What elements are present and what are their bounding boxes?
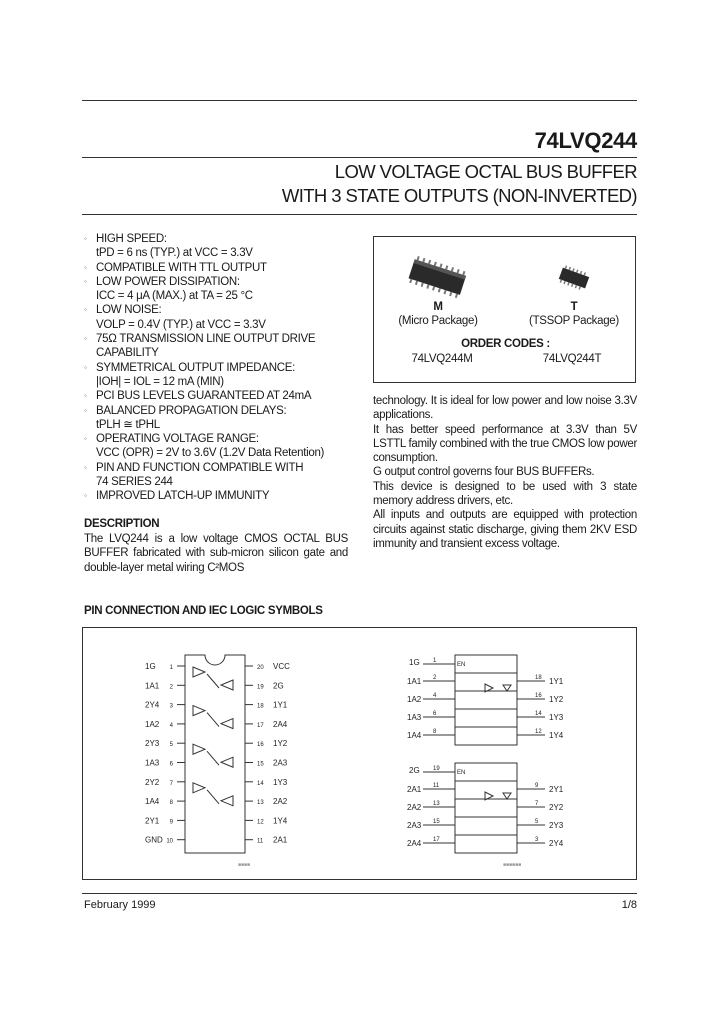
part-number: 74LVQ244: [534, 128, 637, 153]
bullet-icon: ◦: [84, 434, 87, 444]
dip-buffer-gate-1: [193, 744, 205, 754]
description-heading: DESCRIPTION: [84, 518, 160, 530]
dip-right-pin-label: 1Y4: [273, 816, 288, 826]
bullet-icon: ◦: [84, 462, 87, 472]
iec-input-label: 2A3: [407, 821, 422, 830]
dip-gate-wire: [207, 713, 219, 727]
feature-list: [84, 232, 364, 504]
iec-output-label: 2Y1: [549, 785, 564, 794]
iec-enable-label: 1G: [409, 658, 420, 667]
iec-output-label: 1Y2: [549, 695, 564, 704]
iec-top-block: [455, 655, 517, 745]
iec-bottom-labels: [407, 766, 564, 848]
iec-input-pin-number: 17: [433, 837, 440, 843]
footer-date: February 1999: [84, 899, 156, 911]
dip-left-pin-number: 10: [166, 838, 173, 845]
pin-diagram-box: [82, 627, 637, 880]
iec-input-label: 1A1: [407, 677, 422, 686]
feature-item: ◦ PIN AND FUNCTION COMPATIBLE WITH 74 SERIES 244: [84, 461, 364, 490]
iec-output-pin-number: 18: [535, 675, 542, 681]
dip-left-pins: [145, 662, 185, 845]
dip-left-pin-number: 2: [169, 684, 173, 691]
dip-left-pin-number: 7: [169, 780, 173, 787]
dip-left-pin-label: 1A1: [145, 681, 160, 691]
dip-left-pin-label: GND: [145, 835, 163, 845]
title-bottom-rule: [82, 214, 637, 215]
dip-right-pin-number: 16: [257, 742, 264, 749]
iec-input-label: 1A2: [407, 695, 422, 704]
iec-input-label: 1A3: [407, 713, 422, 722]
feature-item: ◦ COMPATIBLE WITH TTL OUTPUT: [84, 261, 267, 274]
dip-buffer-gate-2: [221, 757, 233, 767]
dip-right-pin-label: 1Y1: [273, 700, 288, 710]
iec-bottom-tristate-symbol: [503, 793, 511, 799]
iec-output-label: 2Y2: [549, 803, 564, 812]
tssop-order-code: 74LVQ244T: [542, 353, 602, 365]
dip-right-pin-label: 2A1: [273, 835, 288, 845]
diagram-code-right: ■■■■■■: [503, 862, 522, 868]
dip-right-pin-label: 2A2: [273, 797, 288, 807]
feature-sub: VCC (OPR) = 2V to 3.6V (1.2V Data Retention): [96, 447, 325, 460]
bullet-icon: ◦: [84, 391, 87, 401]
top-rule: [82, 100, 637, 101]
iec-output-pin-number: 12: [535, 729, 542, 735]
dip-left-pin-label: 1G: [145, 662, 156, 671]
package-box: [373, 236, 636, 383]
description-right-p1: technology. It is ideal for low power and low noise 3.3V applications.: [373, 395, 637, 422]
dip-right-pin-number: 19: [257, 684, 264, 691]
dip-right-pin-label: 2A3: [273, 758, 288, 768]
dip-left-pin-number: 1: [169, 665, 173, 671]
dip-left-pin-label: 2Y1: [145, 816, 160, 826]
dip-left-pin-number: 3: [169, 703, 173, 710]
iec-output-label: 1Y4: [549, 731, 564, 740]
dip-buffer-gate-2: [221, 796, 233, 806]
dip-left-pin-number: 5: [169, 742, 173, 749]
dip-right-pin-label: 2G: [273, 681, 284, 691]
dip-gate-wire: [207, 674, 219, 688]
iec-input-pin-number: 8: [433, 729, 437, 735]
bullet-icon: ◦: [84, 234, 87, 243]
dip-gate-wire: [207, 790, 219, 804]
feature-sub: 74 SERIES 244: [96, 476, 173, 489]
footer-rule: [82, 893, 637, 894]
feature-sub: |IOH| = IOL = 12 mA (MIN): [96, 375, 224, 388]
footer-page-number: 1/8: [621, 899, 637, 911]
title-rule: [82, 157, 637, 158]
dip-left-pin-label: 2Y3: [145, 739, 160, 749]
iec-bottom-block: [455, 763, 517, 853]
pin-diagram-svg: [83, 628, 636, 879]
feature-item: ◦ HIGH SPEED: tPD = 6 ns (TYP.) at VCC = 3.3V: [84, 232, 364, 261]
iec-enable-label: 2G: [409, 766, 420, 775]
feature-sub: CAPABILITY: [96, 347, 159, 360]
order-codes-heading: ORDER CODES :: [461, 338, 550, 350]
iec-input-pin-number: 15: [433, 819, 440, 825]
iec-output-label: 2Y3: [549, 821, 564, 830]
feature-item: ◦ OPERATING VOLTAGE RANGE: VCC (OPR) = 2V to 3.6V (1.2V Data Retention): [84, 432, 364, 461]
iec-input-label: 2A2: [407, 803, 422, 812]
iec-input-pin-number: 2: [433, 675, 437, 681]
micro-order-code: 74LVQ244M: [411, 353, 473, 365]
iec-enable-pin-number: 1: [433, 658, 437, 664]
iec-input-label: 2A4: [407, 839, 422, 848]
feature-sub: tPD = 6 ns (TYP.) at VCC = 3.3V: [96, 247, 253, 260]
description-right-p4: This device is designed to be used with 3 state memory address drivers, etc.: [373, 480, 637, 508]
bullet-icon: ◦: [84, 362, 87, 372]
dip-right-pin-label: 1Y2: [273, 739, 288, 749]
pin-connection-heading: PIN CONNECTION AND IEC LOGIC SYMBOLS: [84, 605, 323, 617]
description-right-p5: All inputs and outputs are equipped with protection circuits against static discharge, giving them 2KV ESD immunity and transient excess voltage.: [373, 509, 637, 550]
iec-output-pin-number: 16: [535, 693, 542, 699]
dip-left-pin-label: 1A2: [145, 719, 160, 729]
tssop-package-letter: T: [570, 301, 578, 313]
feature-item: ◦ SYMMETRICAL OUTPUT IMPEDANCE: |IOH| = IOL = 12 mA (MIN): [84, 361, 364, 390]
dip-right-pin-number: 18: [257, 703, 264, 710]
micro-package-chip-icon: [402, 255, 472, 301]
iec-output-pin-number: 14: [535, 711, 542, 717]
micro-package-name: (Micro Package): [398, 315, 478, 327]
bullet-icon: ◦: [84, 491, 87, 501]
dip-right-pin-number: 15: [257, 761, 264, 768]
dip-buffer-gate-2: [221, 680, 233, 690]
dip-left-pin-number: 8: [169, 800, 173, 807]
iec-output-label: 1Y1: [549, 677, 564, 686]
title-line-2: WITH 3 STATE OUTPUTS (NON-INVERTED): [281, 185, 637, 206]
iec-input-pin-number: 6: [433, 711, 437, 717]
micro-package-letter: M: [433, 301, 443, 313]
dip-right-pin-number: 11: [257, 838, 264, 845]
iec-en-label: EN: [457, 770, 466, 776]
feature-item: ◦ LOW NOISE: VOLP = 0.4V (TYP.) at VCC = 3.3V: [84, 303, 364, 332]
dip-buffer-gate-1: [193, 783, 205, 793]
tssop-package-chip-icon: [554, 263, 594, 293]
description-right: [373, 394, 637, 551]
feature-sub: ICC = 4 μA (MAX.) at TA = 25 °C: [96, 290, 253, 303]
dip-left-pin-label: 1A3: [145, 758, 160, 768]
feature-item: ◦ LOW POWER DISSIPATION: ICC = 4 μA (MAX.) at TA = 25 °C: [84, 275, 364, 304]
feature-sub: VOLP = 0.4V (TYP.) at VCC = 3.3V: [96, 318, 266, 331]
bullet-icon: ◦: [84, 262, 87, 272]
dip-right-pin-number: 17: [257, 722, 264, 729]
iec-input-label: 2A1: [407, 785, 422, 794]
bullet-icon: ◦: [84, 305, 87, 315]
dip-gate-wire: [207, 751, 219, 765]
iec-output-label: 1Y3: [549, 713, 564, 722]
description-right-p3: G output control governs four BUS BUFFERs.: [373, 466, 595, 479]
iec-input-pin-number: 13: [433, 801, 440, 807]
dip-left-pin-label: 1A4: [145, 797, 160, 807]
iec-output-pin-number: 9: [535, 783, 539, 789]
iec-en-label: EN: [457, 662, 466, 668]
diagram-code-left: ■■■■: [238, 862, 251, 868]
dip-right-pin-number: 12: [257, 819, 264, 826]
dip-left-pin-label: 2Y4: [145, 700, 160, 710]
dip-buffer-gates: [193, 667, 233, 806]
dip-left-pin-label: 2Y2: [145, 777, 160, 787]
dip-buffer-gate-2: [221, 719, 233, 729]
dip-right-pin-number: 20: [257, 665, 264, 671]
feature-item: ◦ IMPROVED LATCH-UP IMMUNITY: [84, 490, 270, 503]
bullet-icon: ◦: [84, 334, 87, 344]
iec-input-pin-number: 11: [433, 783, 440, 789]
dip-buffer-gate-1: [193, 667, 205, 677]
dip-right-pin-label: VCC: [273, 662, 290, 671]
dip-right-pins: [245, 662, 290, 845]
description-right-p2: It has better speed performance at 3.3V than 5V LSTTL family combined with the true CMOS low power consumption.: [373, 423, 637, 465]
feature-item: ◦ BALANCED PROPAGATION DELAYS: tPLH ≅ tPHL: [84, 404, 364, 433]
dip-left-pin-number: 9: [169, 819, 173, 826]
dip-left-pin-number: 4: [169, 722, 173, 729]
bullet-icon: ◦: [84, 276, 87, 286]
dip-left-pin-number: 6: [169, 761, 173, 768]
dip-right-pin-label: 1Y3: [273, 777, 288, 787]
dip-right-pin-number: 14: [257, 780, 264, 787]
bullet-icon: ◦: [84, 405, 87, 415]
iec-input-pin-number: 4: [433, 693, 437, 699]
feature-item: ◦ 75Ω TRANSMISSION LINE OUTPUT DRIVE CAPABILITY: [84, 332, 364, 361]
dip-right-pin-number: 13: [257, 800, 264, 807]
iec-enable-pin-number: 19: [433, 766, 440, 772]
iec-output-pin-number: 3: [535, 837, 539, 843]
iec-top-labels: [407, 658, 564, 740]
iec-input-label: 1A4: [407, 731, 422, 740]
iec-output-pin-number: 5: [535, 819, 539, 825]
iec-output-pin-number: 7: [535, 801, 539, 807]
feature-item: ◦ PCI BUS LEVELS GUARANTEED AT 24mA: [84, 390, 312, 403]
description-left: The LVQ244 is a low voltage CMOS OCTAL BUS BUFFER fabricated with sub-micron silicon gate and double-layer metal wiring C²MOS: [84, 533, 348, 574]
dip-buffer-gate-1: [193, 706, 205, 716]
feature-sub: tPLH ≅ tPHL: [96, 418, 160, 431]
iec-output-label: 2Y4: [549, 839, 564, 848]
dip-right-pin-label: 2A4: [273, 719, 288, 729]
title-line-1: LOW VOLTAGE OCTAL BUS BUFFER: [334, 161, 637, 182]
tssop-package-name: (TSSOP Package): [529, 315, 619, 327]
iec-top-tristate-symbol: [503, 685, 511, 691]
